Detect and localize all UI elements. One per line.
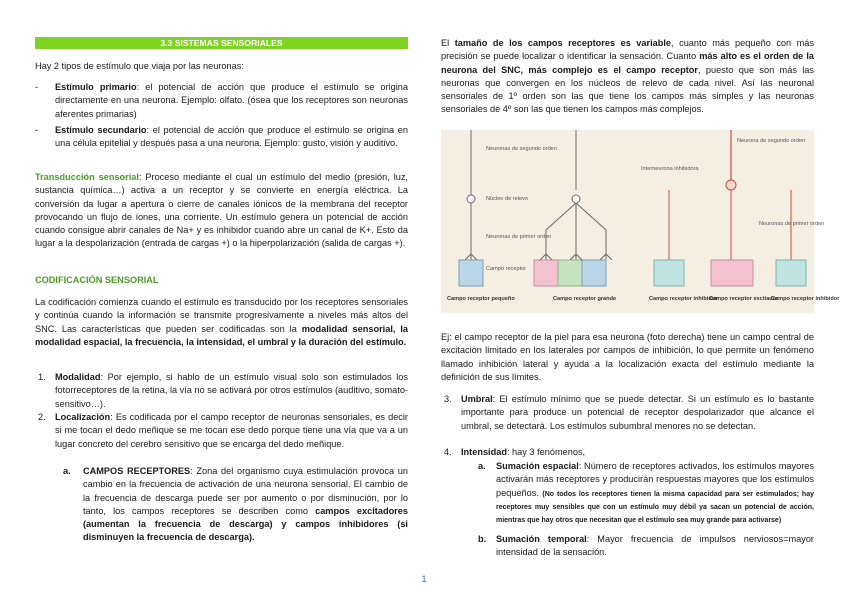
label-nucleo-relevo: Núcleo de relevo [486, 196, 528, 202]
item-modalidad: Modalidad: Por ejemplo, si hablo de un estímulo visual solo son estimulados los fotorreceptores de la retina, la vía no se activará por otros estímulos (auditivo, somato-sensitivo…). [55, 372, 408, 409]
item-intensidad: Intensidad: hay 3 fenómenos, [461, 447, 586, 457]
list-number: 2. [38, 412, 46, 422]
label-cr-inhibidor-1: Campo receptor inhibidor [649, 296, 718, 302]
bullet-dash: - [35, 125, 39, 135]
campos-receptores-paragraph: CAMPOS RECEPTORES: Zona del organismo cuya estimulación provoca un cambio en la frecuencia de activación de una neurona sensorial. El cambio de la frecuencia de descarga puede ser por aumento o por disminución, por lo tanto, los campos receptores se describen como campos excitadores (aumentan la frecuencia de descarga) y campos inhibidores (si disminuyen la frecuencia de descarga). [83, 466, 408, 543]
label-cr-inhibidor-2: Campo receptor inhibidor [771, 296, 840, 302]
intro-text: Hay 2 tipos de estímulo que viaja por las neuronas: [35, 61, 244, 71]
campo-receptor-grande-1 [534, 260, 558, 286]
label-campo-pequeno: Campo receptor pequeño [447, 296, 515, 302]
codificacion-paragraph: La codificación comienza cuando el estímulo es transducido por los receptores sensoriales y continúa cuando la información se transmite progresivamente a niveles más altos del SNC. Las características que pueden ser codificadas son la modalidad sensorial, la modalidad espacial, la frecuencia, la intensidad, el umbral y la duración del estímulo. [35, 297, 409, 347]
sumacion-temporal: Sumación temporal: Mayor frecuencia de impulsos nerviosos=mayor intensidad de la sensación. [496, 534, 814, 558]
ej-paragraph: Ej: el campo receptor de la piel para esa neurona (foto derecha) tiene un campo central de excitación limitado en los laterales por campos de inhibición, lo que permite un fenómeno llamado inhibición lateral y ayuda a la localización exacta del estímulo mediante la definición de sus límites. [441, 332, 814, 382]
receptive-field-figure [441, 130, 840, 313]
neuron-body-right [726, 180, 736, 190]
transduccion-paragraph: Transducción sensorial: Proceso mediante el cual un estímulo del medio (presión, luz, sustancia química…) activa a un receptor y se convierte en energía eléctrica. La conversión da lugar a apertura o cierre de canales iónicos de la membrana del receptor provocando un flujo de iones, una corriente. Un estímulo genera un potencial de acción cuando consigue abrir canales de Na+ y es inhibidor cuando abre un canal de K+. Esto da lugar a la despolarización (entrada de cargas +) o la hiperpolarización (salida de cargas +). [35, 172, 408, 249]
label-campo-receptor: Campo receptor [486, 266, 527, 272]
neuron-body [572, 195, 580, 203]
list-number: 3. [444, 394, 452, 404]
label-neurona-segundo-r: Neurona de segundo orden [737, 138, 806, 144]
label-neuronas-primer: Neuronas de primer orden [486, 234, 552, 240]
list-number: 1. [38, 372, 46, 382]
bullet-secundario: Estímulo secundario: el potencial de acción que produce el estímulo se origina en una célula epitelial y después pasa a una neurona. Ejemplo: gusto, visión y auditivo. [55, 125, 408, 149]
sub-label: a. [478, 461, 486, 471]
campo-receptor-pequeno [459, 260, 483, 286]
neuron-body [467, 195, 475, 203]
label-neuronas-primer-r: Neuronas de primer orden [759, 221, 825, 227]
list-number: 4. [444, 447, 452, 457]
section-title-bar [35, 37, 408, 49]
cr-inhibidor-right [776, 260, 806, 286]
campo-receptor-grande-2 [558, 260, 582, 286]
label-cr-excitador: Campo receptor excitador [709, 296, 779, 302]
label-campo-grande: Campo receptor grande [553, 296, 617, 302]
sumacion-espacial: Sumación espacial: Número de receptores activados, los estímulos mayores activarán más receptores y producirán respuestas mayores que los estímulos pequeños. (No todos los receptores tienen la misma capacidad para ser estimulados; hay receptores muy sensibles que con un estímulo muy débil ya sacan un potencial de acción, mientras que hay otros que necesitan que el estímulo sea muy grande para activarse) [496, 461, 814, 525]
bullet-primario: Estímulo primario: el potencial de acción que produce el estímulo se origina directamente en una neurona. Ejemplo: olfato. (ósea que los receptores son neuronas aferentes primarias) [55, 82, 408, 119]
page-number: 1 [421, 574, 427, 584]
sub-label: b. [478, 534, 487, 544]
cr-excitador [711, 260, 753, 286]
cr-inhibidor-left [654, 260, 684, 286]
section-title: 3.3 SISTEMAS SENSORIALES [160, 38, 283, 48]
tamano-paragraph: El tamaño de los campos receptores es variable, cuanto más pequeño con más precisión se puede localizar o identificar la sensación. Cuanto más alto es el orden de la neurona del SNC, más complejo es el campo receptor, puesto que son más las neuronas que convergen en los núcleos de relevo de cada nivel. Así las neuronal sensoriales de 1º orden son las que tiene los campos más simples y las neuronas sensoriales de 4º son las que tienen los campos más complejos. [441, 38, 815, 115]
codificacion-heading: CODIFICACIÓN SENSORIAL [35, 275, 159, 285]
campo-receptor-grande-3 [582, 260, 606, 286]
item-umbral: Umbral: El estímulo mínimo que se puede detectar. Si un estímulo es lo bastante importante para produce un potencial de receptor despolarizador que alcance el umbral, se detectará. Los estímulos subumbral menores no se detectan. [461, 394, 814, 431]
bullet-dash: - [35, 82, 39, 92]
label-neuronas-segundo: Neuronas de segundo orden [486, 146, 557, 152]
label-interneurona: Interneurona inhibidora [641, 166, 699, 172]
item-localizacion: Localización: Es codificada por el campo receptor de neuronas sensoriales, es decir si me tocan el dedo meñique se me tocan ese dedo porque tiene una vía que va a un lugar concreto del cerebro sensitivo que se encarga del dedo meñique. [55, 412, 408, 449]
sub-label: a. [63, 466, 71, 476]
